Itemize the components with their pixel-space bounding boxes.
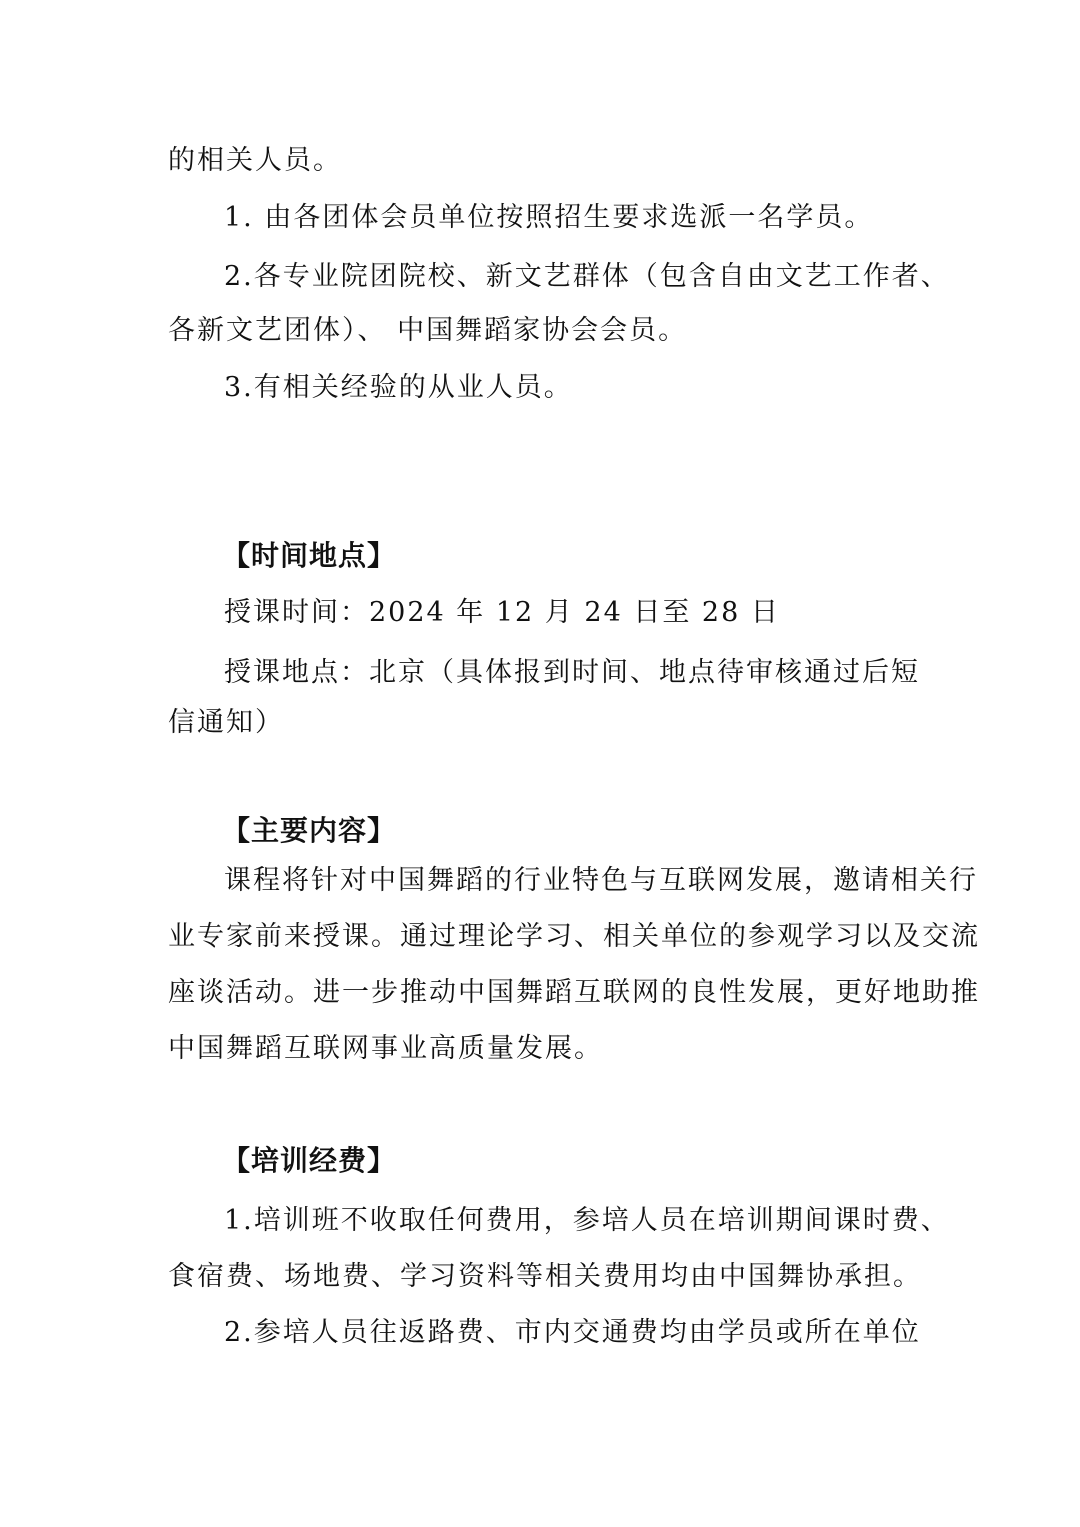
fees-heading: 【培训经费】	[222, 1144, 397, 1177]
eligibility-item-1: 1. 由各团体会员单位按照招生要求选派一名学员。	[224, 202, 874, 233]
eligibility-item-2-line-2: 各新文艺团体）、 中国舞蹈家协会会员。	[168, 315, 688, 346]
content-line-3: 座谈活动。进一步推动中国舞蹈互联网的良性发展，更好地助推	[168, 977, 980, 1008]
course-place-line-2: 信通知）	[168, 707, 284, 738]
content-line-4: 中国舞蹈互联网事业高质量发展。	[168, 1033, 603, 1064]
fees-item-2-line-1: 2.参培人员往返路费、市内交通费均由学员或所在单位	[224, 1317, 921, 1348]
content-line-1: 课程将针对中国舞蹈的行业特色与互联网发展，邀请相关行	[224, 865, 978, 896]
content-line-2: 业专家前来授课。通过理论学习、相关单位的参观学习以及交流	[168, 921, 980, 952]
course-time: 授课时间：2024 年 12 月 24 日至 28 日	[224, 597, 780, 628]
content-heading: 【主要内容】	[222, 814, 397, 847]
eligibility-continuation: 的相关人员。	[168, 145, 342, 176]
eligibility-item-2-line-1: 2.各专业院团院校、新文艺群体（包含自由文艺工作者、	[224, 261, 950, 292]
fees-item-1-line-2: 食宿费、场地费、学习资料等相关费用均由中国舞协承担。	[168, 1261, 922, 1292]
time-place-heading: 【时间地点】	[222, 539, 397, 572]
eligibility-item-3: 3.有相关经验的从业人员。	[224, 372, 573, 403]
fees-item-1-line-1: 1.培训班不收取任何费用，参培人员在培训期间课时费、	[224, 1205, 950, 1236]
course-place-line-1: 授课地点：北京（具体报到时间、地点待审核通过后短	[224, 657, 920, 688]
